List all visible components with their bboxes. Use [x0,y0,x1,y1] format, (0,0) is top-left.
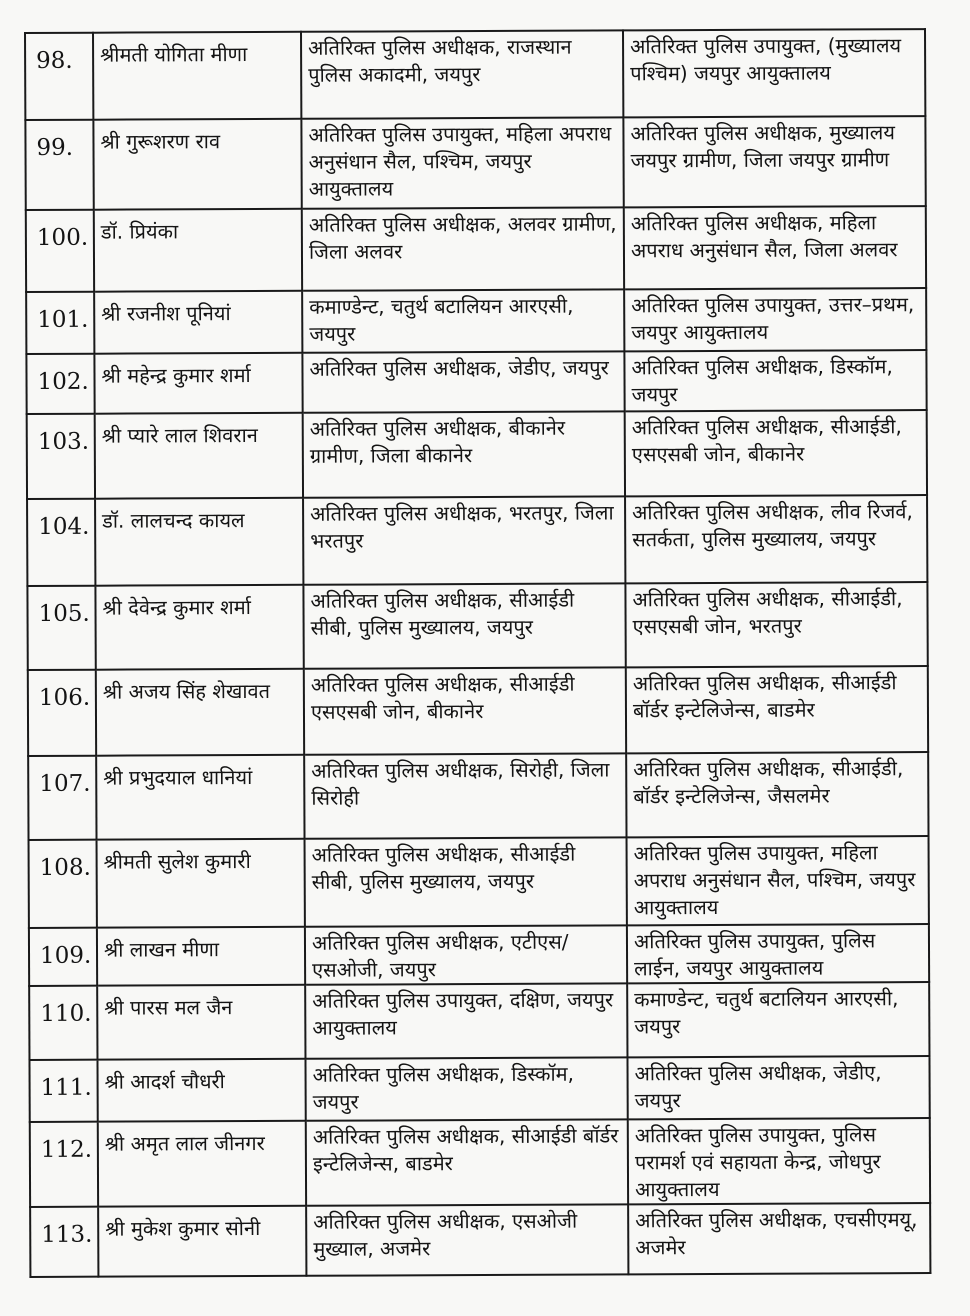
new-posting-cell: अतिरिक्त पुलिस अधीक्षक, सीआईडी बॉर्डर इन्टेलिजेन्स, बाडमेर [626,666,928,753]
table-row [29,924,929,986]
current-posting-cell: अतिरिक्त पुलिस उपायुक्त, महिला अपराध अनुसंधान सैल, पश्चिम, जयपुर आयुक्तालय [301,117,623,208]
officer-name-cell: डॉ. प्रियंका [94,209,302,292]
current-posting-cell: अतिरिक्त पुलिस अधीक्षक, सीआईडी एसएसबी जोन, बीकानेर [304,667,626,754]
serial-number-cell: 110. [29,986,97,1060]
table-row [25,116,925,210]
current-posting-cell: अतिरिक्त पुलिस अधीक्षक, एसओजी मुख्याल, अजमेर [306,1204,628,1275]
officer-name-cell: श्री मुकेश कुमार सोनी [98,1206,306,1277]
table-row [28,666,928,756]
table-row [27,582,927,670]
serial-number-cell: 106. [28,670,96,756]
officer-name-cell: श्री लाखन मीणा [97,927,305,986]
officer-name-cell: श्री पारस मल जैन [97,985,305,1060]
officer-name-cell: श्री गुरूशरण राव [93,119,301,210]
table-row [28,752,928,840]
current-posting-cell: अतिरिक्त पुलिस अधीक्षक, सीआईडी सीबी, पुलिस मुख्यालय, जयपुर [303,583,625,668]
current-posting-cell: अतिरिक्त पुलिस अधीक्षक, राजस्थान पुलिस अकादमी, जयपुर [301,30,623,118]
serial-number-cell: 99. [25,120,93,210]
current-posting-cell: अतिरिक्त पुलिस अधीक्षक, सिरोही, जिला सिरोही [304,753,626,838]
new-posting-cell: अतिरिक्त पुलिस अधीक्षक, एचसीएमयू, अजमेर [628,1203,930,1274]
new-posting-cell: अतिरिक्त पुलिस उपायुक्त, उत्तर–प्रथम, जयपुर आयुक्तालय [624,288,926,351]
current-posting-cell: अतिरिक्त पुलिस उपायुक्त, दक्षिण, जयपुर आयुक्तालय [305,983,627,1058]
officer-name-cell: श्री प्रभुदयाल धानियां [96,755,304,840]
officer-name-cell: श्री अजय सिंह शेखावत [96,669,304,756]
current-posting-cell: अतिरिक्त पुलिस अधीक्षक, सीआईडी बॉर्डर इन्टेलिजेन्स, बाडमेर [306,1119,628,1205]
new-posting-cell: अतिरिक्त पुलिस उपायुक्त, पुलिस परामर्श एवं सहायता केन्द्र, जोधपुर आयुक्तालय [628,1118,930,1204]
new-posting-cell: अतिरिक्त पुलिस अधीक्षक, जेडीए, जयपुर [627,1056,929,1119]
new-posting-cell: अतिरिक्त पुलिस उपायुक्त, पुलिस लाईन, जयपुर आयुक्तालय [627,924,929,983]
officer-name-cell: श्रीमती योगिता मीणा [93,32,301,120]
table-row [27,410,927,499]
serial-number-cell: 108. [29,840,97,928]
new-posting-cell: अतिरिक्त पुलिस उपायुक्त, महिला अपराध अनुसंधान सैल, पश्चिम, जयपुर आयुक्तालय [627,836,929,925]
current-posting-cell: अतिरिक्त पुलिस अधीक्षक, डिस्कॉम, जयपुर [305,1057,627,1120]
table-row [29,982,929,1060]
serial-number-cell: 104. [27,499,95,586]
serial-number-cell: 98. [25,33,93,120]
current-posting-cell: अतिरिक्त पुलिस अधीक्षक, बीकानेर ग्रामीण, जिला बीकानेर [303,411,625,497]
serial-number-cell: 112. [30,1122,98,1207]
transfer-table-body [25,29,930,1277]
new-posting-cell: अतिरिक्त पुलिस अधीक्षक, मुख्यालय जयपुर ग्रामीण, जिला जयपुर ग्रामीण [623,116,925,207]
officer-name-cell: श्री अमृत लाल जीनगर [98,1121,306,1207]
table-row [26,288,926,354]
serial-number-cell: 113. [30,1207,98,1277]
new-posting-cell: अतिरिक्त पुलिस अधीक्षक, लीव रिजर्व, सतर्कता, पुलिस मुख्यालय, जयपुर [625,495,927,583]
officer-name-cell: श्री रजनीश पूनियां [94,291,302,354]
current-posting-cell: अतिरिक्त पुलिस अधीक्षक, जेडीए, जयपुर [302,351,624,412]
officer-name-cell: श्रीमती सुलेश कुमारी [97,839,305,928]
serial-number-cell: 101. [26,292,94,354]
new-posting-cell: कमाण्डेन्ट, चतुर्थ बटालियन आरएसी, जयपुर [627,982,929,1057]
new-posting-cell: अतिरिक्त पुलिस अधीक्षक, सीआईडी, एसएसबी जोन, बीकानेर [625,410,927,496]
officer-name-cell: श्री प्यारे लाल शिवरान [95,413,303,499]
table-row [26,350,926,414]
officer-name-cell: श्री देवेन्द्र कुमार शर्मा [95,585,303,670]
officer-name-cell: श्री महेन्द्र कुमार शर्मा [94,353,302,414]
table-row [29,836,929,928]
table-row [26,206,926,292]
transfer-table [24,28,931,1278]
new-posting-cell: अतिरिक्त पुलिस अधीक्षक, डिस्कॉम, जयपुर [624,350,926,411]
serial-number-cell: 111. [29,1060,97,1122]
serial-number-cell: 107. [28,756,96,840]
current-posting-cell: अतिरिक्त पुलिस अधीक्षक, भरतपुर, जिला भरतपुर [303,496,625,584]
table-row [30,1203,930,1277]
new-posting-cell: अतिरिक्त पुलिस अधीक्षक, सीआईडी, एसएसबी जोन, भरतपुर [625,582,927,667]
serial-number-cell: 102. [26,354,94,414]
table-row [30,1118,930,1207]
serial-number-cell: 100. [26,210,94,292]
officer-name-cell: श्री आदर्श चौधरी [97,1059,305,1122]
current-posting-cell: अतिरिक्त पुलिस अधीक्षक, अलवर ग्रामीण, जिला अलवर [302,207,624,290]
table-row [27,495,927,586]
table-row [25,29,925,120]
officer-name-cell: डॉ. लालचन्द कायल [95,498,303,586]
table-row [29,1056,929,1122]
new-posting-cell: अतिरिक्त पुलिस अधीक्षक, सीआईडी, बॉर्डर इन्टेलिजेन्स, जैसलमेर [626,752,928,837]
new-posting-cell: अतिरिक्त पुलिस उपायुक्त, (मुख्यालय पश्चिम) जयपुर आयुक्तालय [623,29,925,117]
current-posting-cell: कमाण्डेन्ट, चतुर्थ बटालियन आरएसी, जयपुर [302,289,624,352]
new-posting-cell: अतिरिक्त पुलिस अधीक्षक, महिला अपराध अनुसंधान सैल, जिला अलवर [624,206,926,289]
serial-number-cell: 109. [29,928,97,986]
current-posting-cell: अतिरिक्त पुलिस अधीक्षक, एटीएस/एसओजी, जयपुर [305,925,627,984]
current-posting-cell: अतिरिक्त पुलिस अधीक्षक, सीआईडी सीबी, पुलिस मुख्यालय, जयपुर [305,837,627,926]
serial-number-cell: 105. [27,586,95,670]
serial-number-cell: 103. [27,414,95,499]
